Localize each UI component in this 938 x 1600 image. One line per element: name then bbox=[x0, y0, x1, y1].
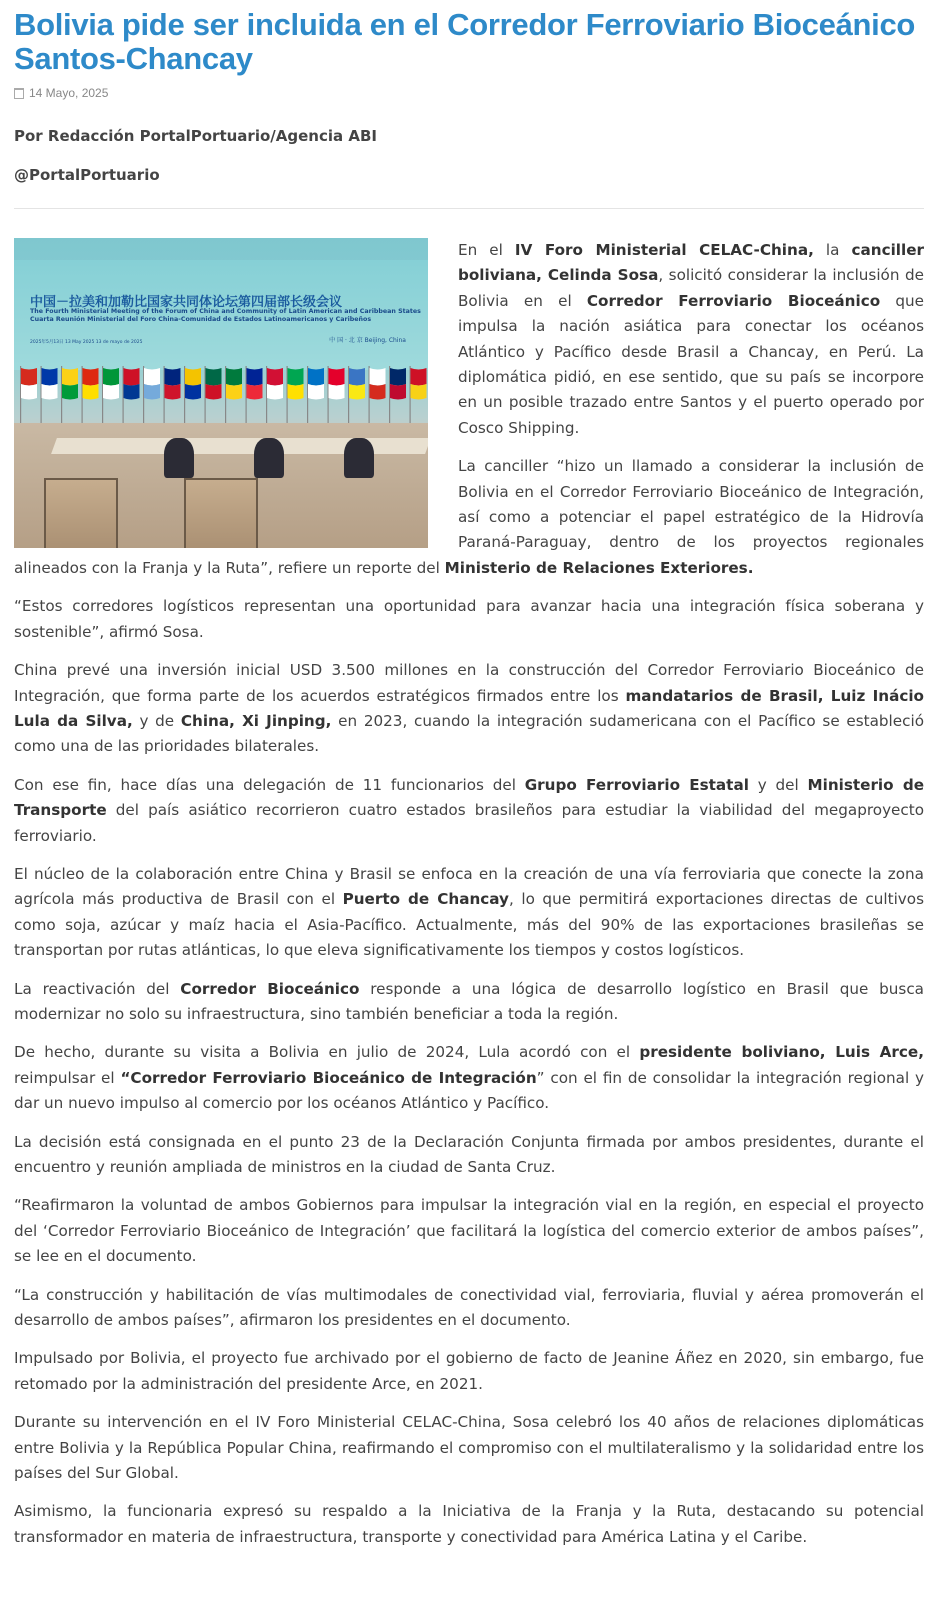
paragraph: Durante su intervención en el IV Foro Ministerial CELAC-China, Sosa celebró los 40 años de relaciones diplomáticas entre Bolivia y la República Popular China, reafirmando el compromiso con el multilateralismo y la solidaridad entre los países del Sur Global. bbox=[14, 1413, 924, 1483]
paragraph: Asimismo, la funcionaria expresó su respaldo a la Iniciativa de la Franja y la Ruta, destacando su potencial transformador en materia de infraestructura, transporte y conectividad para América Latina y el Caribe. bbox=[14, 1502, 924, 1546]
flag bbox=[124, 368, 140, 386]
flag bbox=[42, 368, 58, 386]
text: , solicitó considerar la inclusión de Bolivia en el bbox=[458, 266, 924, 310]
paragraph bbox=[14, 862, 924, 964]
flag bbox=[308, 368, 324, 386]
text: en 2023, cuando la integración sudamericana con el Pacífico se estableció como una de las prioridades bilaterales. bbox=[14, 711, 924, 756]
flag bbox=[103, 384, 119, 400]
paragraph: “La construcción y habilitación de vías multimodales de conectividad vial, ferroviaria, fluvial y aérea promoverán el desarrollo de ambos países”, afirmaron los presidentes en el documento. bbox=[14, 1285, 924, 1330]
text: Con ese fin, hace días una delegación de 11 funcionarios del bbox=[14, 775, 525, 794]
flags-row bbox=[14, 358, 428, 428]
article-photo[interactable] bbox=[14, 238, 428, 548]
banner-date: 2025年5月13日 13 May 2025 13 de mayo de 2025 bbox=[30, 340, 143, 345]
flag bbox=[390, 384, 406, 400]
flag bbox=[206, 368, 222, 386]
flag bbox=[267, 368, 283, 386]
delegate-figure bbox=[344, 438, 374, 478]
flag bbox=[165, 384, 181, 400]
text: La canciller “hizo un llamado a considerar la inclusión de Bolivia en el Corredor Ferroviario Bioceánico de Integración, así como a potenciar el papel estratégico de la Hidrovía Paraná-Paraguay, dentro de los proyectos regionales alineados con la Franja y la Ruta”, refiere un reporte del bbox=[14, 457, 924, 577]
bold-text: IV Foro Ministerial CELAC-China, bbox=[514, 241, 814, 259]
flag bbox=[411, 384, 427, 400]
flag bbox=[349, 384, 365, 400]
banner-english-text bbox=[30, 308, 421, 324]
paragraph bbox=[14, 1040, 924, 1116]
text: del país asiático recorrieron cuatro estados brasileños para estudiar la viabilidad del megaproyecto ferroviario. bbox=[14, 801, 924, 845]
flag bbox=[62, 384, 78, 400]
flag bbox=[349, 368, 365, 386]
text: reimpulsar el bbox=[14, 1068, 121, 1087]
paragraph bbox=[14, 658, 924, 760]
chair bbox=[44, 478, 118, 548]
text: En el bbox=[458, 241, 515, 259]
byline: Por Redacción PortalPortuario/Agencia ABI bbox=[14, 127, 377, 145]
flag bbox=[370, 368, 386, 386]
bold-text: Ministerio de Transporte bbox=[14, 775, 924, 820]
banner-city: 中 国 · 北 京 Beijing, China bbox=[329, 337, 406, 344]
article-title[interactable]: Bolivia pide ser incluida en el Corredor Ferroviario Bioceánico Santos-Chancay bbox=[14, 7, 916, 76]
flag bbox=[288, 384, 304, 400]
banner-en-line1: The Fourth Ministerial Meeting of the Forum of China and Community of Latin American and Caribbean States bbox=[30, 308, 421, 315]
flag bbox=[42, 384, 58, 400]
bold-text: Grupo Ferroviario Estatal bbox=[524, 775, 749, 794]
bold-text: presidente boliviano, Luis Arce, bbox=[639, 1043, 924, 1062]
text: que impulsa la nación asiática para conectar los océanos Atlántico y Pacífico desde Brasil a Chancay, en Perú. La diplomática pidió, en ese sentido, que su país se incorpore en un posible trazado entre Santos y el puerto operado por Cosco Shipping. bbox=[458, 291, 924, 437]
flag bbox=[390, 368, 406, 386]
delegate-figure bbox=[254, 438, 284, 478]
text: y de bbox=[132, 711, 181, 730]
article-body bbox=[14, 238, 924, 1550]
flag bbox=[185, 368, 201, 386]
divider bbox=[14, 208, 924, 209]
flag bbox=[144, 368, 160, 386]
flag bbox=[21, 368, 37, 386]
paragraph bbox=[14, 773, 924, 849]
paragraph: Impulsado por Bolivia, el proyecto fue archivado por el gobierno de facto de Jeanine Áñez en 2020, sin embargo, fue retomado por la administración del presidente Arce, en 2021. bbox=[14, 1349, 924, 1393]
article bbox=[0, 8, 938, 1550]
flag bbox=[288, 368, 304, 386]
text: De hecho, durante su visita a Bolivia en julio de 2024, Lula acordó con el bbox=[14, 1043, 640, 1062]
text: , lo que permitirá exportaciones directas de cultivos como soja, azúcar y maíz hacia el Asia-Pacífico. Actualmente, más del 90% de las exportaciones brasileñas se transportan por rutas atlánticas, lo que eleva significativamente los tiempos y costos logísticos. bbox=[14, 890, 924, 960]
text: ” con el fin de consolidar la integración regional y dar un nuevo impulso al comercio por los océanos Atlántico y Pacífico. bbox=[14, 1068, 924, 1113]
text: El núcleo de la colaboración entre China y Brasil se enfoca en la creación de una vía ferroviaria que conecte la zona agrícola más productiva de Brasil con el bbox=[14, 864, 924, 909]
text: y del bbox=[748, 775, 808, 794]
flag bbox=[247, 368, 263, 386]
paragraph: La decisión está consignada en el punto 23 de la Declaración Conjunta firmada por ambos presidentes, durante el encuentro y reunión ampliada de ministros en la ciudad de Santa Cruz. bbox=[14, 1132, 924, 1176]
flag bbox=[206, 384, 222, 400]
paragraph: “Estos corredores logísticos representan una oportunidad para avanzar hacia una integración física soberana y sostenible”, afirmó Sosa. bbox=[14, 597, 924, 641]
flag bbox=[165, 368, 181, 386]
bold-text: China, Xi Jinping, bbox=[180, 711, 332, 730]
flag bbox=[370, 384, 386, 400]
text: La reactivación del bbox=[14, 979, 181, 998]
chair bbox=[184, 478, 258, 548]
delegate-figure bbox=[164, 438, 194, 478]
date-text: 14 Mayo, 2025 bbox=[29, 86, 109, 100]
photo-banner bbox=[14, 260, 428, 370]
paragraph bbox=[14, 977, 924, 1028]
flag bbox=[329, 368, 345, 386]
flag bbox=[62, 368, 78, 386]
bold-text: mandatarios de Brasil, Luiz Inácio Lula da Silva, bbox=[14, 686, 924, 730]
paragraph: “Reafirmaron la voluntad de ambos Gobiernos para impulsar la integración vial en la región, en especial el proyecto del ‘Corredor Ferroviario Bioceánico de Integración’ que facilitará la logística del comercio exterior de ambos países”, se lee en el documento. bbox=[14, 1196, 924, 1266]
flag bbox=[329, 384, 345, 400]
bold-text: Corredor Bioceánico bbox=[180, 979, 360, 998]
flag bbox=[267, 384, 283, 400]
flag bbox=[185, 384, 201, 400]
flag bbox=[411, 368, 427, 386]
flag bbox=[226, 384, 242, 400]
flag bbox=[83, 368, 99, 386]
calendar-icon bbox=[14, 88, 24, 99]
flag bbox=[124, 384, 140, 400]
article-date bbox=[14, 86, 924, 100]
flag bbox=[21, 384, 37, 400]
bold-text: “Corredor Ferroviario Bioceánico de Integración bbox=[120, 1068, 537, 1087]
bold-text: Puerto de Chancay bbox=[342, 890, 509, 909]
flag bbox=[226, 368, 242, 386]
banner-es-line2: Cuarta Reunión Ministerial del Foro China-Comunidad de Estados Latinoamericanos y Caribeños bbox=[30, 316, 372, 323]
flags bbox=[20, 366, 427, 426]
banner-chinese-text: 中国－拉美和加勒比国家共同体论坛第四届部长级会议 bbox=[30, 295, 343, 310]
bold-text: canciller boliviana, Celinda Sosa bbox=[458, 241, 924, 285]
flag bbox=[247, 384, 263, 400]
flag bbox=[144, 384, 160, 400]
bold-text: Ministerio de Relaciones Exteriores. bbox=[444, 558, 754, 577]
bold-text: Corredor Ferroviario Bioceánico bbox=[586, 291, 881, 310]
flag bbox=[83, 384, 99, 400]
social-handle: @PortalPortuario bbox=[14, 166, 160, 184]
flag bbox=[308, 384, 324, 400]
text: China prevé una inversión inicial USD 3.500 millones en la construcción del Corredor Ferroviario Bioceánico de Integración, que forma parte de los acuerdos estratégicos firmados entre los bbox=[14, 661, 924, 705]
text: responde a una lógica de desarrollo logístico en Brasil que busca modernizar no solo su infraestructura, sino también beneficiar a toda la región. bbox=[14, 979, 924, 1023]
text: la bbox=[813, 241, 852, 259]
flag bbox=[103, 368, 119, 386]
